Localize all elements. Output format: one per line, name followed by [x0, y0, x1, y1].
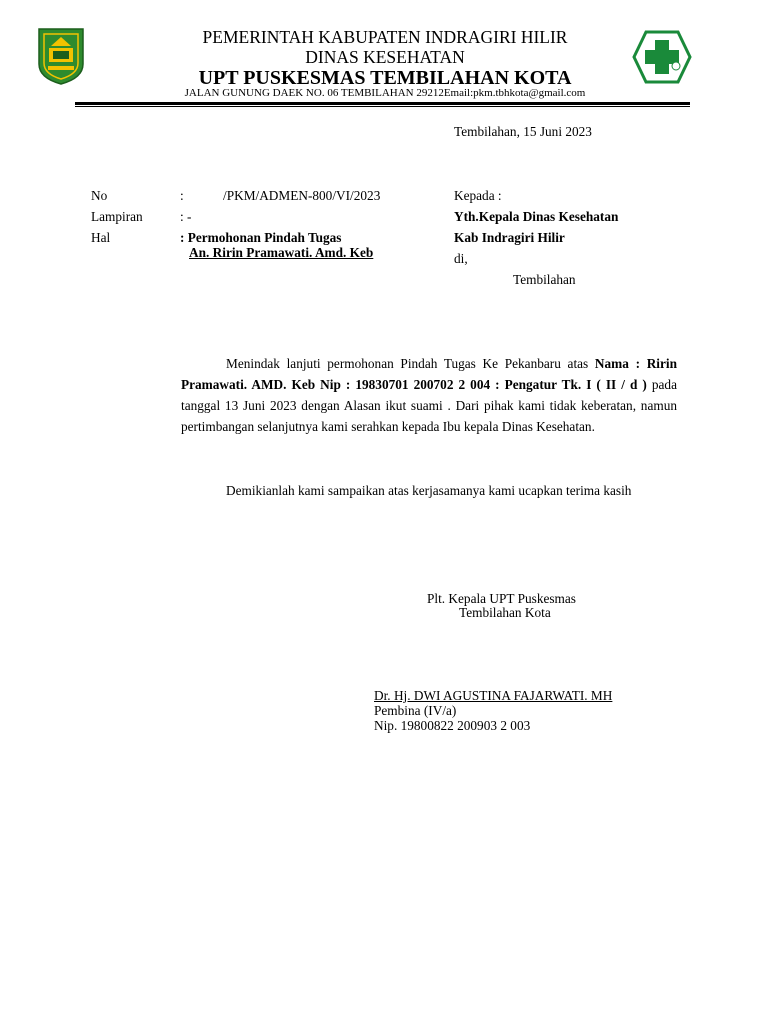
- letterhead-address: JALAN GUNUNG DAEK NO. 06 TEMBILAHAN 29212Email:pkm.tbhkota@gmail.com: [184, 87, 586, 99]
- meta-lampiran-value: : -: [180, 209, 192, 224]
- body-p2-text: Demikianlah kami sampaikan atas kerjasamanya kami ucapkan terima kasih: [226, 483, 632, 498]
- body-p1-intro: Menindak lanjuti permohonan Pindah Tugas Ke Pekanbaru atas: [226, 356, 595, 371]
- meta-no-label: No: [91, 188, 108, 203]
- meta-hal-subject-name: An. Ririn Pramawati. Amd. Keb: [189, 245, 374, 260]
- letterhead-rule-thin: [75, 106, 690, 107]
- signature-name: Dr. Hj. DWI AGUSTINA FAJARWATI. MH: [374, 688, 613, 703]
- signature-title-line2: Tembilahan Kota: [459, 605, 551, 620]
- signature-rank: Pembina (IV/a): [374, 703, 457, 718]
- meta-no-value: /PKM/ADMEN-800/VI/2023: [223, 188, 381, 203]
- recipient-kepada: Kepada :: [454, 188, 502, 203]
- letterhead-department: DINAS KESEHATAN: [305, 47, 465, 67]
- meta-hal-value: : Permohonan Pindah Tugas: [180, 230, 342, 245]
- meta-hal-label: Hal: [91, 230, 111, 245]
- signature-nip: Nip. 19800822 200903 2 003: [374, 718, 531, 733]
- recipient-region: Kab Indragiri Hilir: [454, 230, 565, 245]
- recipient-di: di,: [454, 251, 468, 266]
- recipient-title: Yth.Kepala Dinas Kesehatan: [454, 209, 619, 224]
- body-p1-detail: pada tanggal 13 Juni 2023 dengan Alasan ikut suami . Dari pihak kami tidak keberatan, namun pertimbangan selanjutnya kami serahkan kepada Ibu kepala Dinas Kesehatan.: [181, 377, 677, 434]
- letterhead-rule-thick: [75, 102, 690, 105]
- recipient-place: Tembilahan: [513, 272, 576, 287]
- letterhead-institution: UPT PUSKESMAS TEMBILAHAN KOTA: [198, 67, 572, 89]
- letter-date: Tembilahan, 15 Juni 2023: [454, 124, 592, 139]
- body-paragraph-2: [181, 480, 677, 501]
- regency-crest-icon: [36, 26, 86, 86]
- meta-lampiran-label: Lampiran: [91, 209, 143, 224]
- signature-title-line1: Plt. Kepala UPT Puskesmas: [427, 591, 576, 606]
- body-paragraph-1: [181, 353, 677, 437]
- body-p1-identity: Nama : Ririn Pramawati. AMD. Keb Nip : 19830701 200702 2 004 : Pengatur Tk. I ( II / d ): [181, 356, 677, 392]
- meta-no-colon: :: [180, 188, 184, 203]
- letterhead-government: PEMERINTAH KABUPATEN INDRAGIRI HILIR: [202, 27, 568, 47]
